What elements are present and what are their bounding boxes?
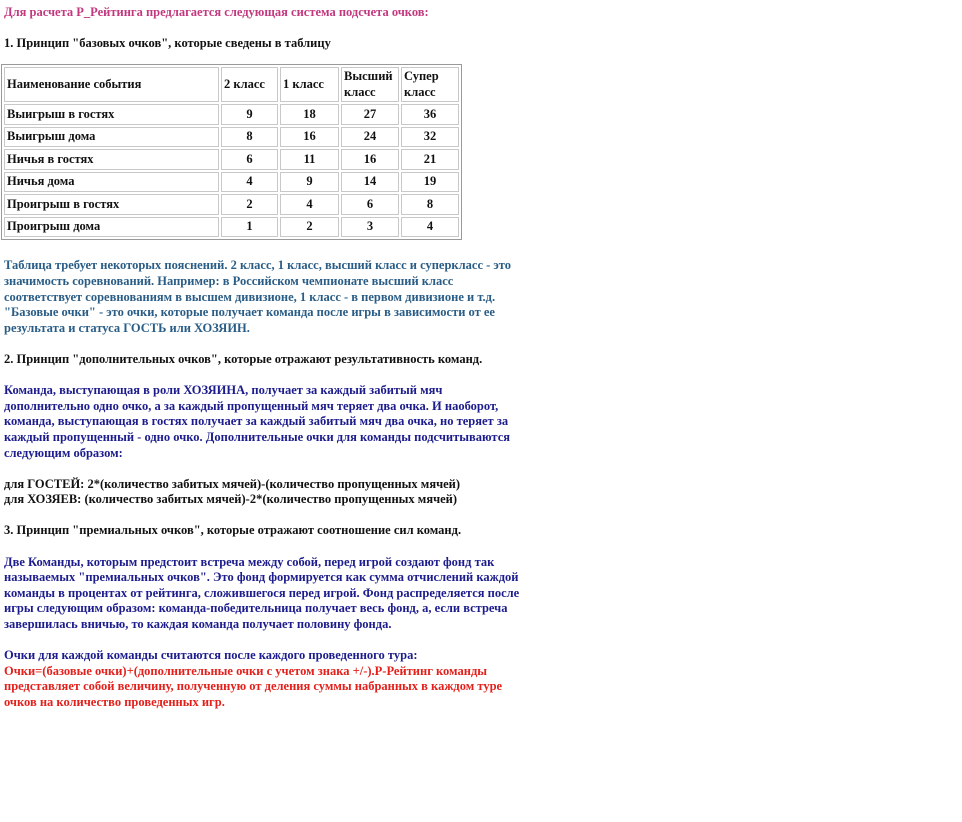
points-cell: 1 xyxy=(221,217,278,238)
event-name: Ничья в гостях xyxy=(4,149,219,170)
table-row xyxy=(4,194,459,215)
header-class2: 2 класс xyxy=(221,67,278,102)
points-cell: 21 xyxy=(401,149,459,170)
base-points-definition: "Базовые очки" - это очки, которые получает команда после игры в зависимости от ее результата и статуса ГОСТЬ или ХОЗЯИН. xyxy=(4,305,495,335)
section3-body: Две Команды, которым предстоит встреча между собой, перед игрой создают фонд так называемых "премиальных очков". Это фонд формируется как сумма отчислений каждой команды в процентах от рейтинга, сложившегося перед игрой. Фонд распределяется после игры следующим образом: команда-победительница получает весь фонд, а, если встреча завершилась вничью, то каждая команда получает половину фонда. xyxy=(4,554,520,632)
section3-heading: 3. Принцип "премиальных очков", которые отражают соотношение сил команд. xyxy=(4,523,462,538)
points-cell: 9 xyxy=(280,172,339,193)
section2-body: Команда, выступающая в роли ХОЗЯИНА, получает за каждый забитый мяч дополнительно одно очко, а за каждый пропущенный мяч теряет два очка. И наоборот, команда, выступающая в гостях получает за каждый забитый мяч два очка, но теряет за каждый пропущенный - одно очко. Дополнительные очки для команды подсчитываются следующим образом: xyxy=(4,383,510,460)
points-cell: 8 xyxy=(401,194,459,215)
event-name: Проигрыш в гостях xyxy=(4,194,219,215)
points-cell: 18 xyxy=(280,104,339,125)
event-name: Проигрыш дома xyxy=(4,217,219,238)
points-cell: 16 xyxy=(341,149,399,170)
event-name: Выигрыш дома xyxy=(4,127,219,148)
header-class1: 1 класс xyxy=(280,67,339,102)
table-header-row xyxy=(4,67,459,102)
intro-text: Для расчета Р_Рейтинга предлагается следующая система подсчета очков: xyxy=(4,5,429,19)
points-cell: 27 xyxy=(341,104,399,125)
section2-heading: 2. Принцип "дополнительных очков", которые отражают результативность команд. xyxy=(4,351,483,366)
points-cell: 32 xyxy=(401,127,459,148)
points-cell: 4 xyxy=(221,172,278,193)
points-cell: 6 xyxy=(221,149,278,170)
table-row xyxy=(4,217,459,238)
points-cell: 8 xyxy=(221,127,278,148)
points-cell: 2 xyxy=(280,217,339,238)
formula-guests: для ГОСТЕЙ: 2*(количество забитых мячей)-(количество пропущенных мячей) xyxy=(4,476,461,491)
points-cell: 24 xyxy=(341,127,399,148)
formula-hosts: для ХОЗЯЕВ: (количество забитых мячей)-2*(количество пропущенных мячей) xyxy=(4,492,458,507)
table-row xyxy=(4,149,459,170)
section1-heading: 1. Принцип "базовых очков", которые сведены в таблицу xyxy=(4,35,331,50)
points-cell: 6 xyxy=(341,194,399,215)
base-points-table xyxy=(1,64,462,240)
table-row xyxy=(4,104,459,125)
points-cell: 3 xyxy=(341,217,399,238)
points-cell: 2 xyxy=(221,194,278,215)
table-row xyxy=(4,172,459,193)
header-top-class: Высший класс xyxy=(341,67,399,102)
header-super-class: Супер класс xyxy=(401,67,459,102)
points-cell: 19 xyxy=(401,172,459,193)
table-row xyxy=(4,127,459,148)
points-cell: 9 xyxy=(221,104,278,125)
points-cell: 14 xyxy=(341,172,399,193)
event-name: Ничья дома xyxy=(4,172,219,193)
points-cell: 11 xyxy=(280,149,339,170)
event-name: Выигрыш в гостях xyxy=(4,104,219,125)
summary-line: Очки для каждой команды считаются после каждого проведенного тура: xyxy=(4,648,418,663)
header-event: Наименование события xyxy=(4,67,219,102)
points-cell: 16 xyxy=(280,127,339,148)
summary-formula: Очки=(базовые очки)+(дополнительные очки с учетом знака +/-).Р-Рейтинг команды представляет собой величину, полученную от деления суммы набранных в каждом туре очков на количество проведенных игр. xyxy=(4,663,503,709)
table-explanation: Таблица требует некоторых пояснений. 2 класс, 1 класс, высший класс и суперкласс - это значимость соревнований. Например: в Российском чемпионате высший класс соответствует соревнованиям в высшем дивизионе, 1 класс - в первом дивизионе и т.д. xyxy=(4,258,512,304)
points-cell: 4 xyxy=(280,194,339,215)
points-cell: 36 xyxy=(401,104,459,125)
document xyxy=(4,5,524,711)
points-cell: 4 xyxy=(401,217,459,238)
